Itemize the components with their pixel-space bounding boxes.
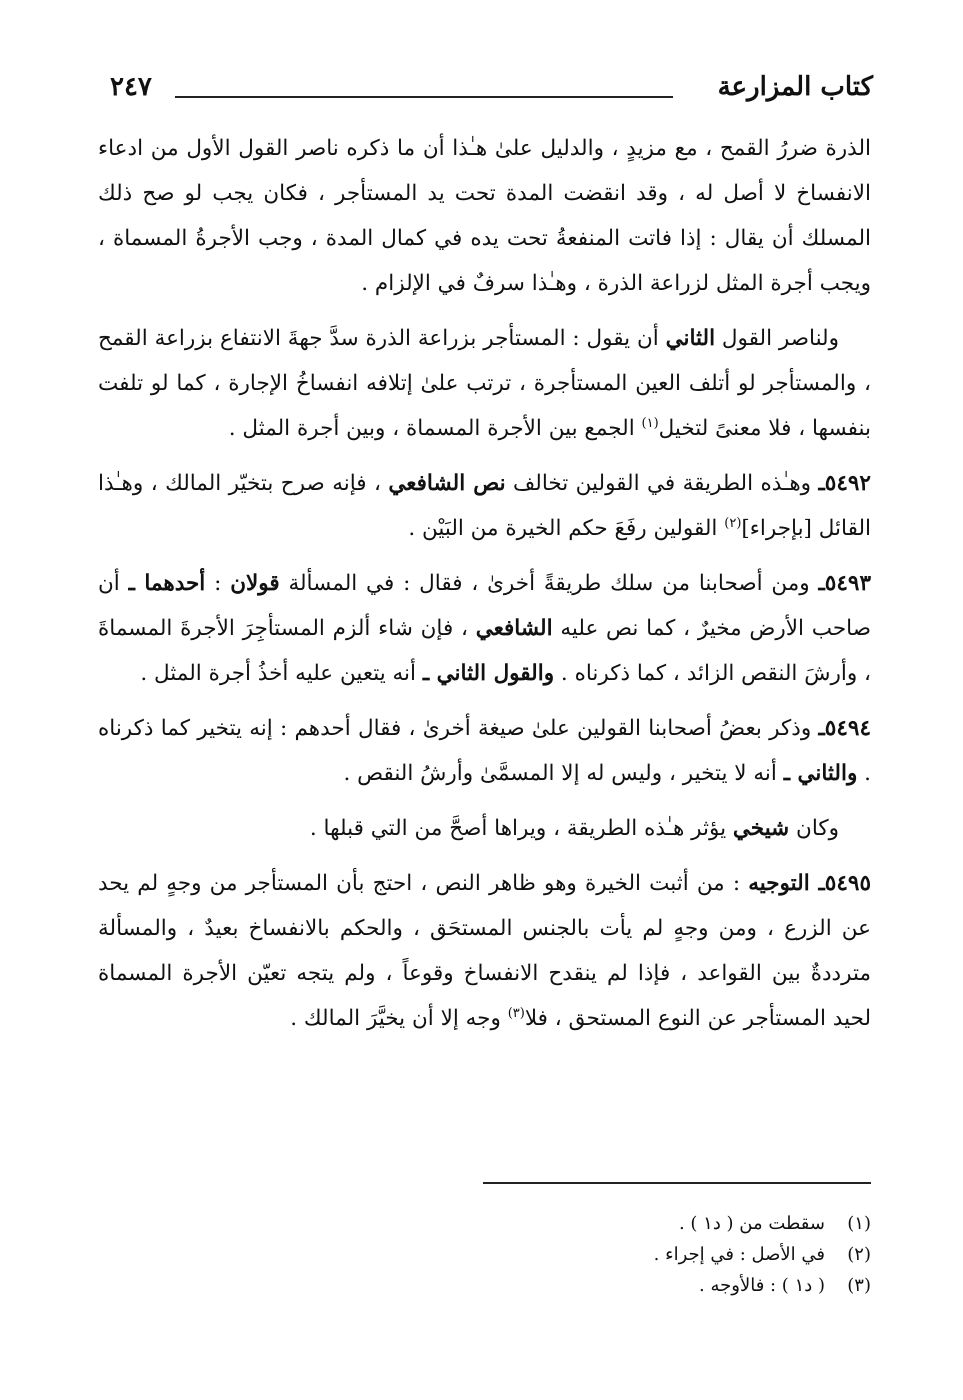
chapter-title: كتاب المزارعة bbox=[717, 72, 873, 102]
running-header bbox=[110, 72, 873, 118]
section-5495: ٥٤٩٥ـ التوجيه : من أثبت الخيرة وهو ظاهر النص ، احتج بأن المستأجر من وجهٍ لم يحد عن الزرع ، ومن وجهٍ لم يأت بالجنس المستحَق ، والحكم بالانفساخ بعيدٌ ، والمسألة مترددةٌ بين القواعد ، فإذا لم ينقدح الانفساخ وقوعاً ، ولم يتجه تعيّن الأجرة المسماة لحيد المستأجر عن النوع المستحق ، فلا$^{(٣)}$ وجه إلا أن يخيَّرَ المالك . bbox=[98, 871, 871, 1031]
section-number-5493: ٥٤٩٣ـ bbox=[818, 571, 871, 596]
section-number-5494: ٥٤٩٤ـ bbox=[818, 716, 871, 741]
footnote-ref-3: (٣) bbox=[507, 1005, 525, 1021]
footnote-number: (٢) bbox=[847, 1244, 871, 1265]
section-5492: ٥٤٩٢ـ وهـٰذه الطريقة في القولين تخالف نص الشافعي ، فإنه صرح بتخيّر المالك ، وهـٰذا القائل [بإجراء]$^{(٢)}$ القولين رفَعَ حكم الخيرة من البَيْن . bbox=[98, 471, 871, 541]
paragraph-second-opinion: ولناصر القول الثاني أن يقول : المستأجر بزراعة الذرة سدَّ جهةَ الانتفاع بزراعة القمح ، والمستأجر لو أتلف العين المستأجرة ، ترتب علىٰ إتلافه انفساخُ الإجارة ، كما لو تلفت بنفسها ، فلا معنىً لتخيل$^{(١)}$ الجمع بين الأجرة المسماة ، وبين أجرة المثل . bbox=[98, 326, 871, 441]
emphasis-second: الثاني bbox=[665, 326, 716, 351]
emphasis-first: أحدهما ـ bbox=[128, 571, 206, 596]
emphasis-shaykh: شيخي bbox=[732, 816, 790, 841]
footnote-text: في الأصل : في إجراء . bbox=[653, 1244, 825, 1265]
footnote-ref-2: (٢) bbox=[724, 515, 742, 531]
page-number: ٢٤٧ bbox=[110, 72, 152, 102]
section-number-5492: ٥٤٩٢ـ bbox=[818, 471, 871, 496]
footnote-text: ( د١ ) : فالأوجه . bbox=[699, 1275, 825, 1296]
emphasis-shafii: الشافعي bbox=[475, 616, 553, 641]
footnote-number: (١) bbox=[847, 1213, 871, 1234]
footnotes bbox=[300, 1208, 871, 1301]
paragraph-shaykh: وكان شيخي يؤثر هـٰذه الطريقة ، ويراها أصحَّ من التي قبلها . bbox=[309, 816, 839, 841]
emphasis-the-second: والثاني ـ bbox=[783, 761, 858, 786]
footnote-ref-1: (١) bbox=[641, 415, 659, 431]
footnote-2 bbox=[300, 1239, 871, 1270]
section-5493: ٥٤٩٣ـ ومن أصحابنا من سلك طريقةً أخرىٰ ، فقال : في المسألة قولان : أحدهما ـ أن صاحب الأرض مخيرٌ ، كما نص عليه الشافعي ، فإن شاء ألزم المستأجِرَ الأجرةَ المسماةَ ، وأرشَ النقص الزائد ، كما ذكرناه . والقول الثاني ـ أنه يتعين عليه أخذُ أجرة المثل . bbox=[98, 571, 871, 686]
emphasis-shafii-text: نص الشافعي bbox=[388, 471, 506, 496]
emphasis-justification: التوجيه bbox=[748, 871, 819, 896]
paragraph-continuation: الذرة ضررُ القمح ، مع مزيدٍ ، والدليل علىٰ هـٰذا أن ما ذكره ناصر القول الأول من ادعاء الانفساخ لا أصل له ، وقد انقضت المدة تحت يد المستأجر ، فكان يجب لو صح ذلك المسلك أن يقال : إذا فاتت المنفعةُ تحت يده في كمال المدة ، وجب الأجرةُ المسماة ، ويجب أجرة المثل لزراعة الذرة ، وهـٰذا سرفٌ في الإلزام . bbox=[98, 136, 871, 296]
footnote-separator bbox=[483, 1182, 871, 1184]
header-rule bbox=[175, 96, 673, 98]
footnote-number: (٣) bbox=[847, 1275, 871, 1296]
emphasis-second-opinion: والقول الثاني ـ bbox=[422, 661, 555, 686]
footnote-text: سقطت من ( د١ ) . bbox=[678, 1213, 825, 1234]
section-5494: ٥٤٩٤ـ وذكر بعضُ أصحابنا القولين علىٰ صيغة أخرىٰ ، فقال أحدهم : إنه يتخير كما ذكرناه . والثاني ـ أنه لا يتخير ، وليس له إلا المسمَّىٰ وأرشُ النقص . bbox=[98, 716, 871, 786]
emphasis-two-opinions: قولان bbox=[230, 571, 280, 596]
main-text bbox=[98, 126, 871, 1051]
footnote-3 bbox=[300, 1270, 871, 1301]
section-number-5495: ٥٤٩٥ـ bbox=[818, 871, 871, 896]
footnote-1 bbox=[300, 1208, 871, 1239]
